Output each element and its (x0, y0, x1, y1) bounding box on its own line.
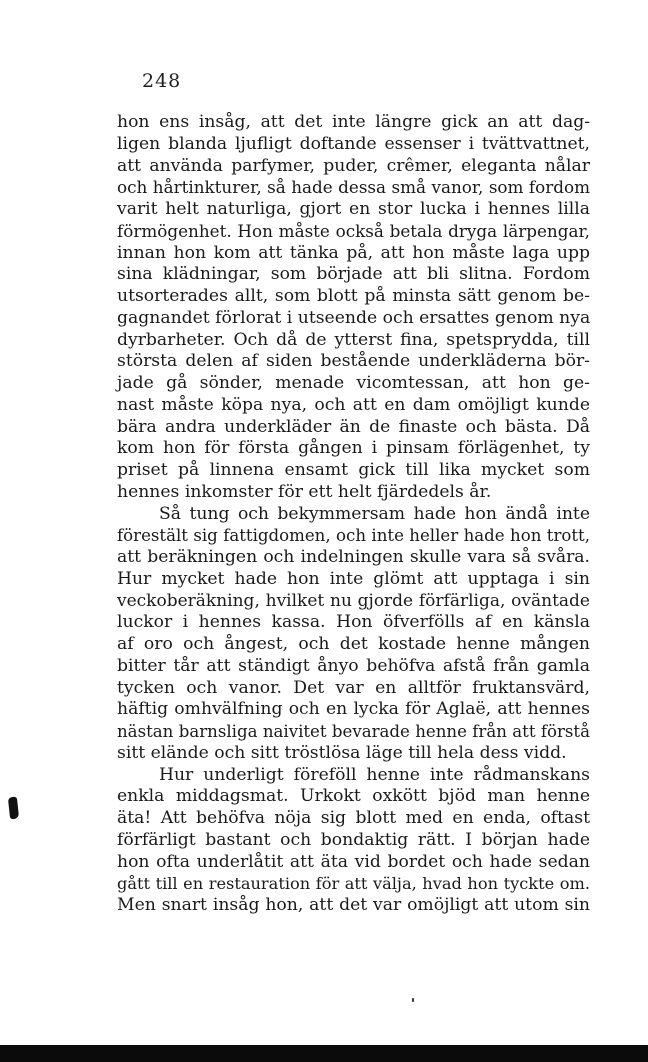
text-line: och hårtinkturer, så hade dessa små vanor, som fordom (117, 177, 590, 198)
paper-speck (412, 998, 414, 1002)
text-line: att använda parfymer, puder, crêmer, eleganta nålar (117, 155, 590, 176)
text-line: Hur underligt föreföll henne inte rådmanskans (159, 764, 590, 785)
text-line: utsorterades allt, som blott på minsta sätt genom be- (117, 286, 590, 306)
text-line: bitter tår att ständigt ånyo behöfva afstå från gamla (117, 655, 590, 676)
text-line: kom hon för första gången i pinsam förlägenhet, ty (117, 438, 590, 459)
text-line: sina klädningar, som började att bli slitna. Fordom (117, 264, 590, 285)
text-line: af oro och ångest, och det kostade henne mången (117, 634, 590, 654)
text-line: Men snart insåg hon, att det var omöjligt att utom sin (117, 895, 590, 915)
body-text (117, 112, 590, 917)
text-line: förfärligt bastant och bondaktig rätt. I början hade (117, 829, 590, 850)
text-line: hon ofta underlåtit att äta vid bordet och hade sedan (117, 851, 590, 872)
text-line: sitt elände och sitt tröstlösa läge till hela dess vidd. (117, 742, 567, 763)
text-line: äta! Att behöfva nöja sig blott med en enda, oftast (117, 808, 590, 828)
text-line: jade gå sönder, menade vicomtessan, att hon ge- (117, 373, 590, 393)
text-line: gått till en restauration för att välja, hvad hon tyckte om. (117, 874, 590, 894)
text-line: förmögenhet. Hon måste också betala dryga lärpengar, (117, 220, 590, 241)
page-number: 248 (142, 70, 182, 92)
text-line: häftig omhvälfning och en lycka för Aglaë, att hennes (117, 699, 590, 720)
text-line: Så tung och bekymmersam hade hon ändå inte (159, 503, 590, 524)
text-line: tycken och vanor. Det var en alltför fruktansvärd, (117, 677, 590, 698)
text-line: bära andra underkläder än de finaste och bästa. Då (117, 416, 590, 437)
text-line: förestält sig fattigdomen, och inte heller hade hon trott, (117, 526, 590, 546)
text-line: hon ens insåg, att det inte längre gick an att dag- (117, 112, 590, 132)
ink-blot-mark (8, 797, 19, 820)
text-line: enkla middagsmat. Urkokt oxkött bjöd man henne (117, 786, 590, 807)
text-line: att beräkningen och indelningen skulle vara så svåra. (117, 547, 590, 567)
text-line: Hur mycket hade hon inte glömt att upptaga i sin (117, 568, 590, 589)
text-line: gagnandet förlorat i utseende och ersattes genom nya (117, 307, 591, 328)
text-line: dyrbarheter. Och då de ytterst fina, spetsprydda, till (117, 329, 590, 350)
text-line: luckor i hennes kassa. Hon öfverfölls af en känsla (117, 612, 590, 633)
text-line: priset på linnena ensamt gick till lika mycket som (117, 460, 590, 480)
text-line: varit helt naturliga, gjort en stor lucka i hennes lilla (117, 199, 590, 219)
scan-bottom-edge (0, 1045, 648, 1062)
text-line: hennes inkomster för ett helt fjärdedels år. (117, 481, 492, 502)
text-line: ligen blanda ljufligt doftande essenser i tvättvattnet, (117, 133, 590, 154)
text-line: nast måste köpa nya, och att en dam omöjligt kunde (117, 394, 590, 415)
text-line: innan hon kom att tänka på, att hon måste laga upp (117, 242, 590, 263)
text-line: nästan barnsliga naivitet bevarade henne från att förstå (117, 722, 590, 741)
text-line: veckoberäkning, hvilket nu gjorde förfärliga, oväntade (117, 590, 590, 611)
text-line: största delen af siden bestående underkläderna bör- (117, 351, 590, 372)
